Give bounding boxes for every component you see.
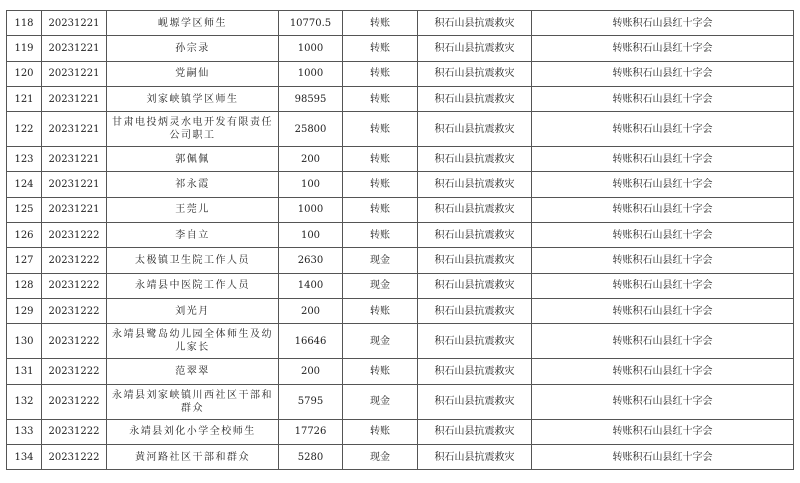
table-row bbox=[7, 197, 794, 222]
donor-name-cell: 甘肃电投炳灵水电开发有限责任公司职工 bbox=[107, 112, 279, 147]
recipient-org-cell: 转账积石山县红十字会 bbox=[532, 298, 794, 323]
donor-name-cell: 岘塬学区师生 bbox=[107, 11, 279, 36]
donation-date-cell: 20231222 bbox=[42, 223, 107, 248]
donation-date-cell: 20231222 bbox=[42, 444, 107, 469]
payment-method-cell: 现金 bbox=[343, 248, 418, 273]
donor-name-cell: 党嗣仙 bbox=[107, 61, 279, 86]
table-row bbox=[7, 61, 794, 86]
recipient-org-cell: 转账积石山县红十字会 bbox=[532, 112, 794, 147]
row-number-cell: 133 bbox=[7, 419, 42, 444]
row-number-cell: 129 bbox=[7, 298, 42, 323]
donation-purpose-cell: 积石山县抗震救灾 bbox=[418, 324, 532, 359]
donor-name-cell: 永靖县中医院工作人员 bbox=[107, 273, 279, 298]
payment-method-cell: 现金 bbox=[343, 384, 418, 419]
table-row bbox=[7, 419, 794, 444]
donation-date-cell: 20231222 bbox=[42, 384, 107, 419]
recipient-org-cell: 转账积石山县红十字会 bbox=[532, 444, 794, 469]
row-number-cell: 122 bbox=[7, 112, 42, 147]
donation-date-cell: 20231222 bbox=[42, 298, 107, 323]
donation-amount-cell: 1400 bbox=[279, 273, 343, 298]
donation-date-cell: 20231221 bbox=[42, 172, 107, 197]
donation-date-cell: 20231221 bbox=[42, 11, 107, 36]
donation-purpose-cell: 积石山县抗震救灾 bbox=[418, 248, 532, 273]
donation-amount-cell: 2630 bbox=[279, 248, 343, 273]
payment-method-cell: 现金 bbox=[343, 324, 418, 359]
table-row bbox=[7, 172, 794, 197]
recipient-org-cell: 转账积石山县红十字会 bbox=[532, 223, 794, 248]
recipient-org-cell: 转账积石山县红十字会 bbox=[532, 36, 794, 61]
row-number-cell: 130 bbox=[7, 324, 42, 359]
donor-name-cell: 郭佩佩 bbox=[107, 147, 279, 172]
donation-date-cell: 20231221 bbox=[42, 147, 107, 172]
table-row bbox=[7, 147, 794, 172]
donation-purpose-cell: 积石山县抗震救灾 bbox=[418, 172, 532, 197]
recipient-org-cell: 转账积石山县红十字会 bbox=[532, 248, 794, 273]
donation-date-cell: 20231221 bbox=[42, 61, 107, 86]
donation-date-cell: 20231222 bbox=[42, 324, 107, 359]
donation-amount-cell: 98595 bbox=[279, 86, 343, 111]
row-number-cell: 127 bbox=[7, 248, 42, 273]
donor-name-cell: 太极镇卫生院工作人员 bbox=[107, 248, 279, 273]
donation-amount-cell: 1000 bbox=[279, 36, 343, 61]
payment-method-cell: 转账 bbox=[343, 172, 418, 197]
row-number-cell: 124 bbox=[7, 172, 42, 197]
table-row bbox=[7, 384, 794, 419]
row-number-cell: 132 bbox=[7, 384, 42, 419]
payment-method-cell: 转账 bbox=[343, 112, 418, 147]
donation-purpose-cell: 积石山县抗震救灾 bbox=[418, 444, 532, 469]
donation-purpose-cell: 积石山县抗震救灾 bbox=[418, 384, 532, 419]
table-row bbox=[7, 359, 794, 384]
donation-date-cell: 20231222 bbox=[42, 273, 107, 298]
donor-name-cell: 永靖县刘化小学全校师生 bbox=[107, 419, 279, 444]
row-number-cell: 128 bbox=[7, 273, 42, 298]
donor-name-cell: 黄河路社区干部和群众 bbox=[107, 444, 279, 469]
donation-date-cell: 20231221 bbox=[42, 112, 107, 147]
payment-method-cell: 转账 bbox=[343, 197, 418, 222]
donation-amount-cell: 5795 bbox=[279, 384, 343, 419]
recipient-org-cell: 转账积石山县红十字会 bbox=[532, 324, 794, 359]
donation-purpose-cell: 积石山县抗震救灾 bbox=[418, 419, 532, 444]
donation-date-cell: 20231221 bbox=[42, 86, 107, 111]
donation-purpose-cell: 积石山县抗震救灾 bbox=[418, 359, 532, 384]
donation-purpose-cell: 积石山县抗震救灾 bbox=[418, 197, 532, 222]
donation-amount-cell: 200 bbox=[279, 359, 343, 384]
table-row bbox=[7, 36, 794, 61]
donation-amount-cell: 17726 bbox=[279, 419, 343, 444]
recipient-org-cell: 转账积石山县红十字会 bbox=[532, 419, 794, 444]
donation-amount-cell: 1000 bbox=[279, 197, 343, 222]
donation-date-cell: 20231222 bbox=[42, 359, 107, 384]
row-number-cell: 120 bbox=[7, 61, 42, 86]
row-number-cell: 125 bbox=[7, 197, 42, 222]
payment-method-cell: 现金 bbox=[343, 273, 418, 298]
table-row bbox=[7, 11, 794, 36]
recipient-org-cell: 转账积石山县红十字会 bbox=[532, 11, 794, 36]
donation-date-cell: 20231221 bbox=[42, 197, 107, 222]
row-number-cell: 119 bbox=[7, 36, 42, 61]
donation-purpose-cell: 积石山县抗震救灾 bbox=[418, 223, 532, 248]
payment-method-cell: 转账 bbox=[343, 86, 418, 111]
payment-method-cell: 现金 bbox=[343, 444, 418, 469]
donation-purpose-cell: 积石山县抗震救灾 bbox=[418, 298, 532, 323]
donation-purpose-cell: 积石山县抗震救灾 bbox=[418, 86, 532, 111]
donation-table-container bbox=[6, 10, 793, 470]
payment-method-cell: 转账 bbox=[343, 223, 418, 248]
row-number-cell: 121 bbox=[7, 86, 42, 111]
donation-purpose-cell: 积石山县抗震救灾 bbox=[418, 273, 532, 298]
donor-name-cell: 永靖县刘家峡镇川西社区干部和群众 bbox=[107, 384, 279, 419]
row-number-cell: 134 bbox=[7, 444, 42, 469]
row-number-cell: 118 bbox=[7, 11, 42, 36]
table-row bbox=[7, 112, 794, 147]
donation-amount-cell: 1000 bbox=[279, 61, 343, 86]
payment-method-cell: 转账 bbox=[343, 298, 418, 323]
donor-name-cell: 祁永霞 bbox=[107, 172, 279, 197]
table-row bbox=[7, 273, 794, 298]
donation-purpose-cell: 积石山县抗震救灾 bbox=[418, 147, 532, 172]
recipient-org-cell: 转账积石山县红十字会 bbox=[532, 147, 794, 172]
donation-table-body bbox=[7, 11, 794, 470]
payment-method-cell: 转账 bbox=[343, 11, 418, 36]
donation-date-cell: 20231222 bbox=[42, 248, 107, 273]
donation-amount-cell: 100 bbox=[279, 223, 343, 248]
donation-purpose-cell: 积石山县抗震救灾 bbox=[418, 61, 532, 86]
donation-amount-cell: 5280 bbox=[279, 444, 343, 469]
donation-date-cell: 20231221 bbox=[42, 36, 107, 61]
donor-name-cell: 永靖县鹭岛幼儿园全体师生及幼儿家长 bbox=[107, 324, 279, 359]
donation-date-cell: 20231222 bbox=[42, 419, 107, 444]
donor-name-cell: 刘家峡镇学区师生 bbox=[107, 86, 279, 111]
table-row bbox=[7, 298, 794, 323]
donation-purpose-cell: 积石山县抗震救灾 bbox=[418, 112, 532, 147]
donation-amount-cell: 10770.5 bbox=[279, 11, 343, 36]
payment-method-cell: 转账 bbox=[343, 147, 418, 172]
donation-amount-cell: 100 bbox=[279, 172, 343, 197]
row-number-cell: 126 bbox=[7, 223, 42, 248]
recipient-org-cell: 转账积石山县红十字会 bbox=[532, 359, 794, 384]
donor-name-cell: 王莞儿 bbox=[107, 197, 279, 222]
recipient-org-cell: 转账积石山县红十字会 bbox=[532, 384, 794, 419]
donation-amount-cell: 25800 bbox=[279, 112, 343, 147]
recipient-org-cell: 转账积石山县红十字会 bbox=[532, 273, 794, 298]
donation-table bbox=[6, 10, 794, 470]
recipient-org-cell: 转账积石山县红十字会 bbox=[532, 86, 794, 111]
table-row bbox=[7, 324, 794, 359]
payment-method-cell: 转账 bbox=[343, 36, 418, 61]
row-number-cell: 131 bbox=[7, 359, 42, 384]
donation-amount-cell: 200 bbox=[279, 298, 343, 323]
donor-name-cell: 刘光月 bbox=[107, 298, 279, 323]
donation-purpose-cell: 积石山县抗震救灾 bbox=[418, 11, 532, 36]
table-row bbox=[7, 223, 794, 248]
row-number-cell: 123 bbox=[7, 147, 42, 172]
table-row bbox=[7, 444, 794, 469]
donation-amount-cell: 16646 bbox=[279, 324, 343, 359]
donor-name-cell: 范翠翠 bbox=[107, 359, 279, 384]
donor-name-cell: 李自立 bbox=[107, 223, 279, 248]
recipient-org-cell: 转账积石山县红十字会 bbox=[532, 61, 794, 86]
recipient-org-cell: 转账积石山县红十字会 bbox=[532, 172, 794, 197]
donation-amount-cell: 200 bbox=[279, 147, 343, 172]
table-row bbox=[7, 248, 794, 273]
payment-method-cell: 转账 bbox=[343, 61, 418, 86]
recipient-org-cell: 转账积石山县红十字会 bbox=[532, 197, 794, 222]
donor-name-cell: 孙宗录 bbox=[107, 36, 279, 61]
donation-purpose-cell: 积石山县抗震救灾 bbox=[418, 36, 532, 61]
payment-method-cell: 转账 bbox=[343, 419, 418, 444]
table-row bbox=[7, 86, 794, 111]
payment-method-cell: 转账 bbox=[343, 359, 418, 384]
